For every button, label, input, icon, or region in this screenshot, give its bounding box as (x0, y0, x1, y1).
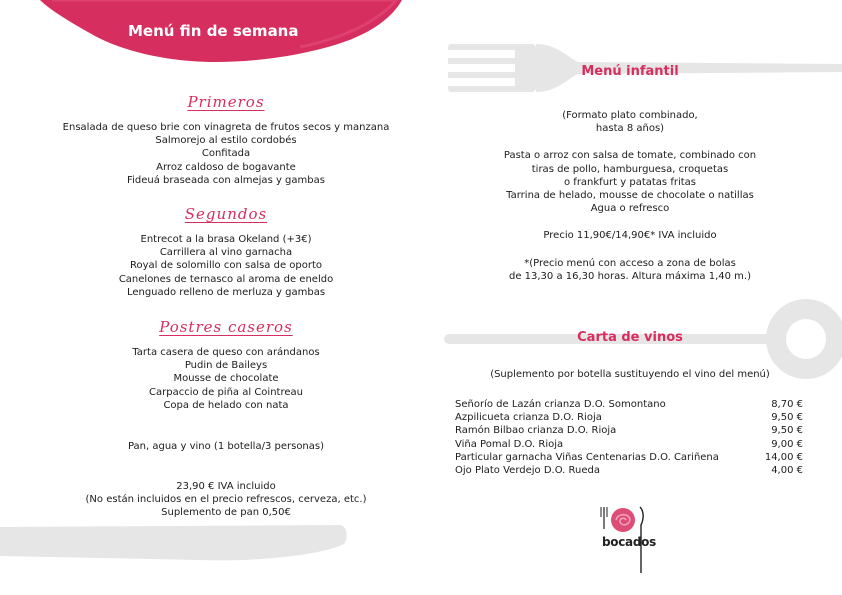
wine-price: 9,50 € (771, 412, 803, 424)
wine-row (455, 424, 803, 437)
menu-item: Arroz caldoso de bogavante (156, 161, 296, 173)
menu-item: Copa de helado con nata (163, 399, 289, 411)
postres-heading: Postres caseros (159, 318, 293, 336)
menu-item: Carpaccio de piña al Cointreau (149, 386, 303, 398)
wine-row (455, 464, 803, 477)
wine-name: Azpilicueta crianza D.O. Rioja (455, 412, 602, 424)
menu-item: Ensalada de queso brie con vinagreta de frutos secos y manzana (62, 122, 390, 133)
bocados-logo (596, 503, 666, 575)
wine-price: 14,00 € (764, 451, 803, 463)
wine-list (455, 398, 803, 477)
menu-item: tiras de pollo, hamburguesa, croquetas (531, 163, 729, 175)
page-title-weekend: Menú fin de semana (128, 22, 299, 40)
wine-row (455, 398, 803, 411)
infantil-format: (Formato plato combinado, (562, 110, 698, 121)
menu-item: Pasta o arroz con salsa de tomate, combinado con (503, 150, 757, 162)
primeros-section (20, 93, 432, 187)
infantil-format: hasta 8 años) (595, 123, 665, 135)
menu-item: Entrecot a la brasa Okeland (+3€) (140, 234, 312, 245)
wine-price: 9,00 € (771, 438, 803, 450)
wine-row (455, 451, 803, 464)
infantil-title: Menú infantil (581, 64, 679, 79)
wine-row (455, 411, 803, 424)
menu-item: Pudin de Baileys (184, 360, 268, 372)
wine-price: 9,50 € (771, 425, 803, 437)
wine-name: Ojo Plato Verdejo D.O. Rueda (455, 465, 600, 477)
wine-name: Viña Pomal D.O. Rioja (455, 438, 564, 450)
vinos-subtitle: (Suplemento por botella sustituyendo el vino del menú) (490, 369, 770, 380)
drinks-info: Pan, agua y vino (1 botella/3 personas) (127, 441, 325, 452)
infantil-section (450, 109, 810, 283)
segundos-section (20, 205, 432, 299)
infantil-price: Precio 11,90€/14,90€* IVA incluido (543, 230, 717, 242)
bread-supplement: Suplemento de pan 0,50€ (161, 507, 291, 519)
menu-item: Fideuá braseada con almejas y gambas (127, 174, 325, 186)
menu-item: Carrillera al vino garnacha (159, 247, 293, 259)
price-text: 23,90 € IVA incluido (176, 481, 276, 492)
infantil-note: de 13,30 a 16,30 horas. Altura máxima 1,40 m.) (508, 270, 752, 282)
menu-item: Confitada (201, 148, 251, 160)
logo-text: bocados (602, 535, 656, 549)
menu-item: Salmorejo al estilo cordobés (155, 135, 297, 147)
menu-item: Tarrina de helado, mousse de chocolate o natillas (506, 190, 754, 202)
menu-item: Tarta casera de queso con arándanos (132, 347, 320, 358)
menu-item: Mousse de chocolate (173, 373, 279, 385)
menu-item: Agua o refresco (590, 203, 670, 215)
menu-item: Royal de solomillo con salsa de oporto (129, 260, 323, 272)
wine-name: Señorío de Lazán crianza D.O. Somontano (455, 399, 666, 410)
wine-row (455, 438, 803, 451)
knife-shape (0, 525, 347, 560)
menu-item: Canelones de ternasco al aroma de eneldo (118, 273, 334, 285)
vinos-title: Carta de vinos (577, 330, 683, 345)
wine-name: Ramón Bilbao crianza D.O. Rioja (455, 425, 617, 437)
price-note: (No están incluidos en el precio refrescos, cerveza, etc.) (85, 494, 367, 506)
menu-item: o frankfurt y patatas fritas (564, 176, 696, 188)
wine-price: 4,00 € (771, 465, 803, 477)
menu-item: Lenguado relleno de merluza y gambas (126, 286, 326, 298)
segundos-heading: Segundos (184, 205, 268, 223)
infantil-note: *(Precio menú con acceso a zona de bolas (524, 257, 736, 269)
primeros-heading: Primeros (187, 93, 265, 111)
wine-price: 8,70 € (771, 399, 803, 410)
price-block (20, 480, 432, 520)
postres-section (20, 318, 432, 412)
wine-name: Particular garnacha Viñas Centenarias D.O. Cariñena (455, 451, 719, 463)
